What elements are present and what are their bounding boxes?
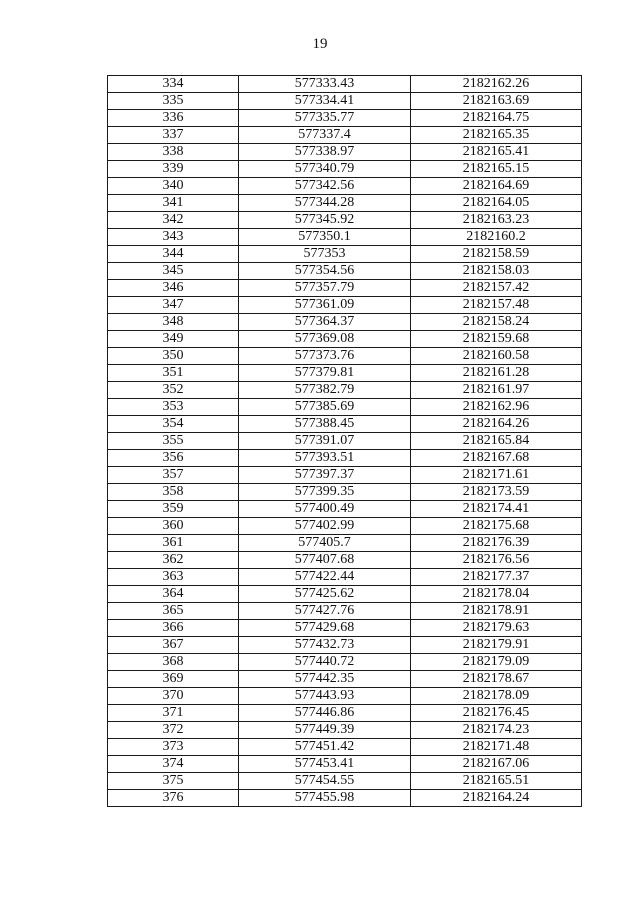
y-coordinate-cell: 2182164.75: [411, 110, 582, 127]
x-coordinate-cell: 577333.43: [239, 76, 411, 93]
x-coordinate-cell: 577382.79: [239, 382, 411, 399]
y-coordinate-cell: 2182167.68: [411, 450, 582, 467]
table-row: [108, 263, 582, 280]
y-coordinate-cell: 2182174.23: [411, 722, 582, 739]
table-row: [108, 722, 582, 739]
point-number-cell: 335: [108, 93, 239, 110]
x-coordinate-cell: 577422.44: [239, 569, 411, 586]
point-number-cell: 346: [108, 280, 239, 297]
table-row: [108, 178, 582, 195]
point-number-cell: 349: [108, 331, 239, 348]
y-coordinate-cell: 2182163.69: [411, 93, 582, 110]
page-number: 19: [312, 36, 328, 52]
x-coordinate-cell: 577335.77: [239, 110, 411, 127]
x-coordinate-cell: 577451.42: [239, 739, 411, 756]
coordinates-table: [107, 75, 582, 807]
y-coordinate-cell: 2182164.24: [411, 790, 582, 807]
table-row: [108, 416, 582, 433]
y-coordinate-cell: 2182176.39: [411, 535, 582, 552]
x-coordinate-cell: 577340.79: [239, 161, 411, 178]
point-number-cell: 336: [108, 110, 239, 127]
point-number-cell: 366: [108, 620, 239, 637]
x-coordinate-cell: 577345.92: [239, 212, 411, 229]
y-coordinate-cell: 2182176.56: [411, 552, 582, 569]
x-coordinate-cell: 577402.99: [239, 518, 411, 535]
y-coordinate-cell: 2182162.96: [411, 399, 582, 416]
point-number-cell: 376: [108, 790, 239, 807]
table-row: [108, 433, 582, 450]
x-coordinate-cell: 577393.51: [239, 450, 411, 467]
x-coordinate-cell: 577432.73: [239, 637, 411, 654]
x-coordinate-cell: 577354.56: [239, 263, 411, 280]
table-row: [108, 637, 582, 654]
point-number-cell: 341: [108, 195, 239, 212]
table-row: [108, 620, 582, 637]
table-row: [108, 586, 582, 603]
y-coordinate-cell: 2182162.26: [411, 76, 582, 93]
point-number-cell: 372: [108, 722, 239, 739]
table-row: [108, 314, 582, 331]
point-number-cell: 370: [108, 688, 239, 705]
y-coordinate-cell: 2182164.05: [411, 195, 582, 212]
table-row: [108, 552, 582, 569]
y-coordinate-cell: 2182164.26: [411, 416, 582, 433]
y-coordinate-cell: 2182160.2: [411, 229, 582, 246]
point-number-cell: 357: [108, 467, 239, 484]
point-number-cell: 363: [108, 569, 239, 586]
y-coordinate-cell: 2182173.59: [411, 484, 582, 501]
y-coordinate-cell: 2182178.09: [411, 688, 582, 705]
x-coordinate-cell: 577364.37: [239, 314, 411, 331]
x-coordinate-cell: 577388.45: [239, 416, 411, 433]
point-number-cell: 334: [108, 76, 239, 93]
x-coordinate-cell: 577369.08: [239, 331, 411, 348]
point-number-cell: 361: [108, 535, 239, 552]
y-coordinate-cell: 2182158.03: [411, 263, 582, 280]
x-coordinate-cell: 577405.7: [239, 535, 411, 552]
y-coordinate-cell: 2182179.63: [411, 620, 582, 637]
x-coordinate-cell: 577442.35: [239, 671, 411, 688]
y-coordinate-cell: 2182165.51: [411, 773, 582, 790]
x-coordinate-cell: 577373.76: [239, 348, 411, 365]
table-row: [108, 739, 582, 756]
y-coordinate-cell: 2182171.61: [411, 467, 582, 484]
y-coordinate-cell: 2182178.67: [411, 671, 582, 688]
y-coordinate-cell: 2182158.24: [411, 314, 582, 331]
x-coordinate-cell: 577440.72: [239, 654, 411, 671]
y-coordinate-cell: 2182177.37: [411, 569, 582, 586]
point-number-cell: 360: [108, 518, 239, 535]
x-coordinate-cell: 577361.09: [239, 297, 411, 314]
table-row: [108, 195, 582, 212]
point-number-cell: 364: [108, 586, 239, 603]
x-coordinate-cell: 577338.97: [239, 144, 411, 161]
point-number-cell: 367: [108, 637, 239, 654]
x-coordinate-cell: 577429.68: [239, 620, 411, 637]
y-coordinate-cell: 2182165.15: [411, 161, 582, 178]
y-coordinate-cell: 2182167.06: [411, 756, 582, 773]
y-coordinate-cell: 2182175.68: [411, 518, 582, 535]
x-coordinate-cell: 577407.68: [239, 552, 411, 569]
x-coordinate-cell: 577427.76: [239, 603, 411, 620]
table-row: [108, 280, 582, 297]
x-coordinate-cell: 577357.79: [239, 280, 411, 297]
x-coordinate-cell: 577443.93: [239, 688, 411, 705]
x-coordinate-cell: 577446.86: [239, 705, 411, 722]
point-number-cell: 359: [108, 501, 239, 518]
y-coordinate-cell: 2182157.42: [411, 280, 582, 297]
table-row: [108, 127, 582, 144]
x-coordinate-cell: 577425.62: [239, 586, 411, 603]
y-coordinate-cell: 2182161.97: [411, 382, 582, 399]
x-coordinate-cell: 577399.35: [239, 484, 411, 501]
y-coordinate-cell: 2182161.28: [411, 365, 582, 382]
table-row: [108, 569, 582, 586]
x-coordinate-cell: 577397.37: [239, 467, 411, 484]
y-coordinate-cell: 2182174.41: [411, 501, 582, 518]
y-coordinate-cell: 2182165.35: [411, 127, 582, 144]
y-coordinate-cell: 2182163.23: [411, 212, 582, 229]
point-number-cell: 345: [108, 263, 239, 280]
y-coordinate-cell: 2182164.69: [411, 178, 582, 195]
table-row: [108, 688, 582, 705]
table-row: [108, 93, 582, 110]
table-row: [108, 467, 582, 484]
coordinates-table-body: [108, 76, 582, 807]
x-coordinate-cell: 577342.56: [239, 178, 411, 195]
table-row: [108, 603, 582, 620]
point-number-cell: 340: [108, 178, 239, 195]
table-row: [108, 76, 582, 93]
table-row: [108, 790, 582, 807]
y-coordinate-cell: 2182176.45: [411, 705, 582, 722]
table-row: [108, 484, 582, 501]
y-coordinate-cell: 2182160.58: [411, 348, 582, 365]
point-number-cell: 351: [108, 365, 239, 382]
point-number-cell: 373: [108, 739, 239, 756]
table-row: [108, 501, 582, 518]
point-number-cell: 368: [108, 654, 239, 671]
y-coordinate-cell: 2182158.59: [411, 246, 582, 263]
table-row: [108, 331, 582, 348]
point-number-cell: 356: [108, 450, 239, 467]
table-row: [108, 756, 582, 773]
y-coordinate-cell: 2182157.48: [411, 297, 582, 314]
point-number-cell: 343: [108, 229, 239, 246]
x-coordinate-cell: 577337.4: [239, 127, 411, 144]
table-row: [108, 246, 582, 263]
x-coordinate-cell: 577334.41: [239, 93, 411, 110]
point-number-cell: 339: [108, 161, 239, 178]
y-coordinate-cell: 2182178.91: [411, 603, 582, 620]
point-number-cell: 362: [108, 552, 239, 569]
table-row: [108, 518, 582, 535]
table-row: [108, 144, 582, 161]
y-coordinate-cell: 2182171.48: [411, 739, 582, 756]
x-coordinate-cell: 577454.55: [239, 773, 411, 790]
point-number-cell: 338: [108, 144, 239, 161]
table-row: [108, 365, 582, 382]
y-coordinate-cell: 2182165.84: [411, 433, 582, 450]
table-row: [108, 450, 582, 467]
point-number-cell: 350: [108, 348, 239, 365]
table-row: [108, 399, 582, 416]
x-coordinate-cell: 577385.69: [239, 399, 411, 416]
point-number-cell: 342: [108, 212, 239, 229]
table-row: [108, 110, 582, 127]
point-number-cell: 374: [108, 756, 239, 773]
x-coordinate-cell: 577400.49: [239, 501, 411, 518]
point-number-cell: 348: [108, 314, 239, 331]
table-row: [108, 297, 582, 314]
x-coordinate-cell: 577344.28: [239, 195, 411, 212]
point-number-cell: 371: [108, 705, 239, 722]
point-number-cell: 353: [108, 399, 239, 416]
table-row: [108, 773, 582, 790]
x-coordinate-cell: 577379.81: [239, 365, 411, 382]
table-row: [108, 161, 582, 178]
point-number-cell: 337: [108, 127, 239, 144]
x-coordinate-cell: 577453.41: [239, 756, 411, 773]
point-number-cell: 375: [108, 773, 239, 790]
table-row: [108, 229, 582, 246]
x-coordinate-cell: 577391.07: [239, 433, 411, 450]
point-number-cell: 354: [108, 416, 239, 433]
table-row: [108, 348, 582, 365]
x-coordinate-cell: 577449.39: [239, 722, 411, 739]
point-number-cell: 358: [108, 484, 239, 501]
table-row: [108, 654, 582, 671]
point-number-cell: 355: [108, 433, 239, 450]
x-coordinate-cell: 577455.98: [239, 790, 411, 807]
table-row: [108, 671, 582, 688]
y-coordinate-cell: 2182179.09: [411, 654, 582, 671]
table-row: [108, 212, 582, 229]
point-number-cell: 352: [108, 382, 239, 399]
point-number-cell: 365: [108, 603, 239, 620]
table-row: [108, 705, 582, 722]
y-coordinate-cell: 2182178.04: [411, 586, 582, 603]
x-coordinate-cell: 577353: [239, 246, 411, 263]
table-row: [108, 535, 582, 552]
point-number-cell: 369: [108, 671, 239, 688]
point-number-cell: 347: [108, 297, 239, 314]
table-row: [108, 382, 582, 399]
point-number-cell: 344: [108, 246, 239, 263]
x-coordinate-cell: 577350.1: [239, 229, 411, 246]
y-coordinate-cell: 2182179.91: [411, 637, 582, 654]
y-coordinate-cell: 2182165.41: [411, 144, 582, 161]
y-coordinate-cell: 2182159.68: [411, 331, 582, 348]
